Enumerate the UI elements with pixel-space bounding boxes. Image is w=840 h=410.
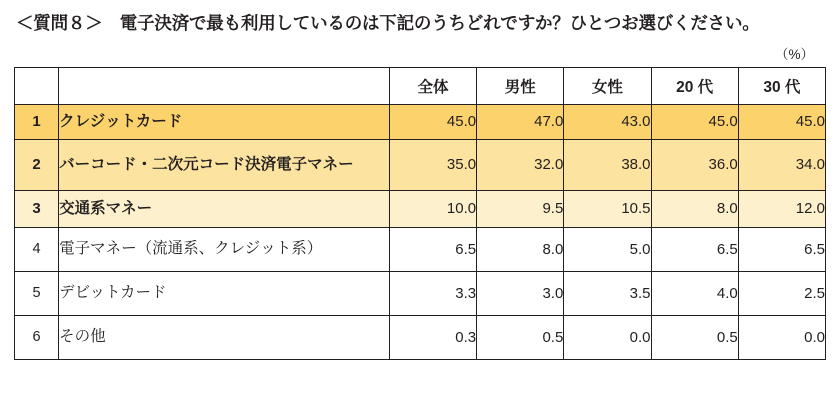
row-value-total: 3.3 bbox=[389, 271, 476, 315]
survey-table bbox=[14, 67, 826, 360]
row-value-total: 35.0 bbox=[389, 139, 476, 190]
header-30s: 30 代 bbox=[738, 67, 825, 104]
row-value-20s: 45.0 bbox=[651, 104, 738, 139]
row-label: 交通系マネー bbox=[59, 190, 390, 227]
row-label: 電子マネー（流通系、クレジット系） bbox=[59, 227, 390, 271]
row-value-20s: 0.5 bbox=[651, 315, 738, 359]
row-value-male: 9.5 bbox=[477, 190, 564, 227]
table-row bbox=[15, 227, 826, 271]
row-rank: 1 bbox=[15, 104, 59, 139]
row-value-30s: 0.0 bbox=[738, 315, 825, 359]
row-value-male: 47.0 bbox=[477, 104, 564, 139]
row-value-30s: 45.0 bbox=[738, 104, 825, 139]
header-row bbox=[15, 67, 826, 104]
row-value-female: 3.5 bbox=[564, 271, 651, 315]
table-row bbox=[15, 190, 826, 227]
row-value-female: 43.0 bbox=[564, 104, 651, 139]
header-female: 女性 bbox=[564, 67, 651, 104]
page-title: ＜質問８＞ 電子決済で最も利用しているのは下記のうちどれですか？ひとつお選びください。 bbox=[16, 13, 760, 33]
row-value-male: 8.0 bbox=[477, 227, 564, 271]
row-value-total: 10.0 bbox=[389, 190, 476, 227]
row-label: デビットカード bbox=[59, 271, 390, 315]
row-value-20s: 36.0 bbox=[651, 139, 738, 190]
row-value-30s: 34.0 bbox=[738, 139, 825, 190]
row-value-30s: 12.0 bbox=[738, 190, 825, 227]
table-body bbox=[15, 104, 826, 359]
header-label bbox=[59, 67, 390, 104]
row-value-female: 0.0 bbox=[564, 315, 651, 359]
row-label: バーコード・二次元コード決済電子マネー bbox=[59, 139, 390, 190]
header-20s: 20 代 bbox=[651, 67, 738, 104]
row-rank: 5 bbox=[15, 271, 59, 315]
table-row bbox=[15, 271, 826, 315]
row-value-female: 10.5 bbox=[564, 190, 651, 227]
table-row bbox=[15, 139, 826, 190]
header-rank bbox=[15, 67, 59, 104]
row-value-20s: 6.5 bbox=[651, 227, 738, 271]
row-value-20s: 8.0 bbox=[651, 190, 738, 227]
row-value-30s: 2.5 bbox=[738, 271, 825, 315]
row-label: クレジットカード bbox=[59, 104, 390, 139]
row-value-male: 0.5 bbox=[477, 315, 564, 359]
row-rank: 4 bbox=[15, 227, 59, 271]
row-value-male: 32.0 bbox=[477, 139, 564, 190]
header-total: 全体 bbox=[389, 67, 476, 104]
table-row bbox=[15, 315, 826, 359]
unit-note: （%） bbox=[774, 46, 814, 62]
row-label: その他 bbox=[59, 315, 390, 359]
row-value-total: 6.5 bbox=[389, 227, 476, 271]
row-value-female: 38.0 bbox=[564, 139, 651, 190]
row-value-total: 45.0 bbox=[389, 104, 476, 139]
row-value-total: 0.3 bbox=[389, 315, 476, 359]
row-value-20s: 4.0 bbox=[651, 271, 738, 315]
row-rank: 3 bbox=[15, 190, 59, 227]
row-value-female: 5.0 bbox=[564, 227, 651, 271]
row-value-male: 3.0 bbox=[477, 271, 564, 315]
table-row bbox=[15, 104, 826, 139]
header-male: 男性 bbox=[477, 67, 564, 104]
row-rank: 6 bbox=[15, 315, 59, 359]
row-value-30s: 6.5 bbox=[738, 227, 825, 271]
row-rank: 2 bbox=[15, 139, 59, 190]
table-header bbox=[15, 67, 826, 104]
